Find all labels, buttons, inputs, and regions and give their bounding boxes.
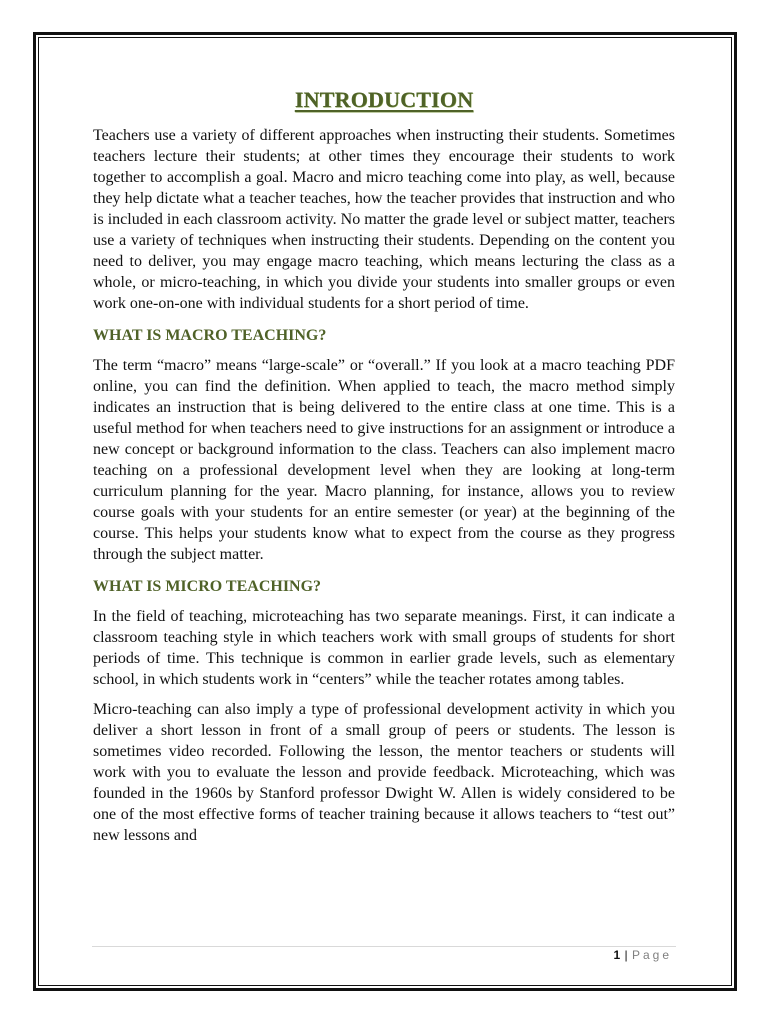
macro-teaching-heading: WHAT IS MACRO TEACHING? — [93, 327, 327, 344]
micro-teaching-paragraph-2: Micro-teaching can also imply a type of professional development activity in which you deliver a short lesson in front of a small group of peers or students. The lesson is sometimes video recorded. Following the lesson, the mentor teachers or students will work with you to evaluate the lesson and provide feedback. Microteaching, which was founded in the 1960s by Stanford professor Dwight W. Allen is widely considered to be one of the most effective forms of teacher training because it allows teachers to “test out” new lessons and — [93, 701, 675, 844]
page-separator: | — [624, 948, 629, 962]
intro-paragraph: Teachers use a variety of different approaches when instructing their students. Sometimes teachers lecture their students; at other times they encourage their students to work together to accomplish a goal. Macro and micro teaching come into play, as well, because they help dictate what a teacher teaches, how the teacher provides that instruction and who is included in each classroom activity. No matter the grade level or subject matter, teachers use a variety of techniques when instructing their students. Depending on the content you need to deliver, you may engage macro teaching, which means lecturing the class as a whole, or micro-teaching, in which you divide your students into smaller groups or even work one-on-one with individual students for a short period of time. — [93, 127, 675, 312]
document-body — [93, 85, 675, 846]
page-footer — [613, 948, 672, 962]
page-title: INTRODUCTION — [294, 87, 474, 112]
macro-teaching-paragraph: The term “macro” means “large-scale” or “overall.” If you look at a macro teaching PDF online, you can find the definition. When applied to teach, the macro method simply indicates an instruction that is being delivered to the entire class at one time. This is a useful method for when teachers need to give instructions for an assignment or introduce a new concept or background information to the class. Teachers can also implement macro teaching on a professional development level when they are looking at long-term curriculum planning for the year. Macro planning, for instance, allows you to review course goals with your students for an entire semester (or year) at the beginning of the course. This helps your students know what to expect from the course as they progress through the subject matter. — [93, 357, 675, 563]
page-number: 1 — [613, 948, 621, 962]
paragraph-gap — [93, 690, 675, 699]
page-label: Page — [631, 948, 672, 962]
footer-divider — [92, 946, 676, 947]
micro-teaching-heading: WHAT IS MICRO TEACHING? — [93, 578, 322, 595]
micro-teaching-paragraph-1: In the field of teaching, microteaching has two separate meanings. First, it can indicate a classroom teaching style in which teachers work with small groups of students for short periods of time. This technique is common in earlier grade levels, such as elementary school, in which students work in “centers” while the teacher rotates among tables. — [93, 608, 675, 688]
